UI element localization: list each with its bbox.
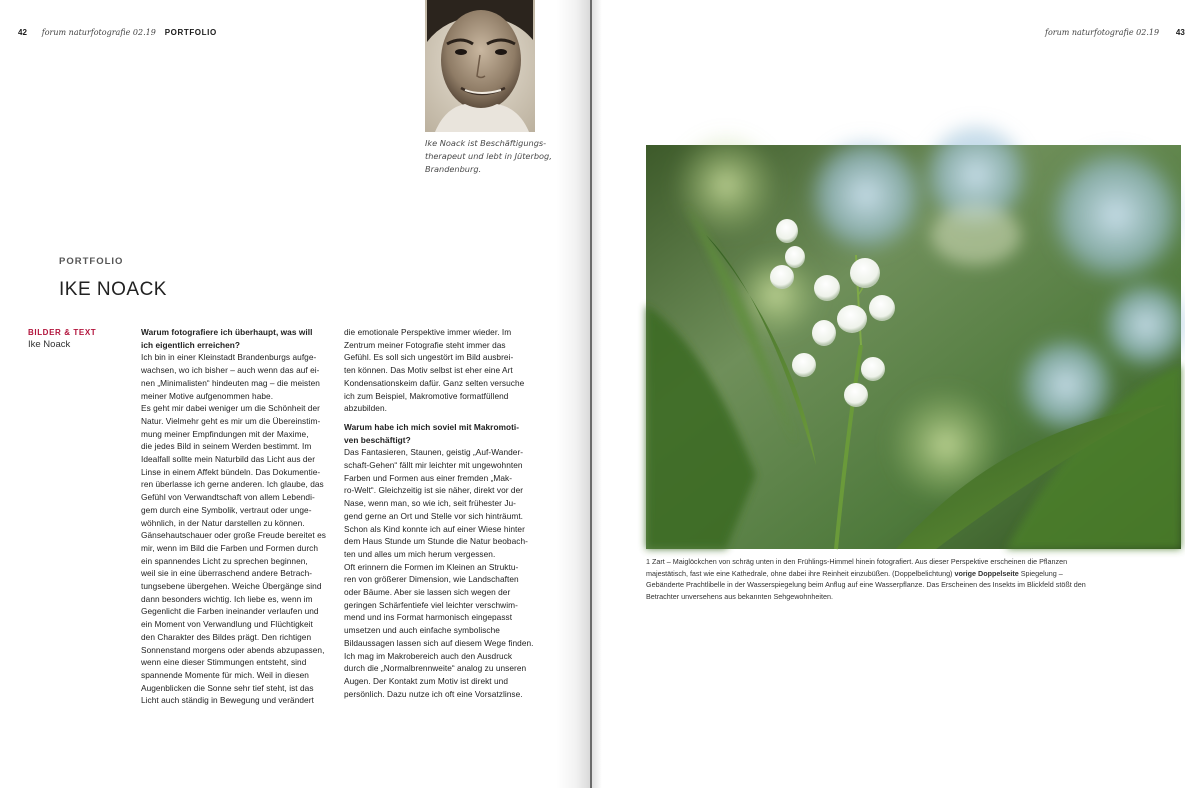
- portrait-caption: Ike Noack ist Beschäftigungs- therapeut und lebt in Jüterbog, Brandenburg.: [425, 138, 552, 174]
- body-paragraph: die emotionale Perspektive immer wieder. Im Zentrum meiner Fotografie steht immer das Gefühl. Es soll sich ungestört im Bild ausbrei- ten können. Das Motiv selbst ist eher eine Art Kondensationskeim dafür. Ganz selten versuche ich zum Beispiel, Makromotive formatfüllend abzubilden.: [344, 327, 525, 414]
- author-title: IKE NOACK: [59, 279, 167, 300]
- left-page: [0, 0, 592, 788]
- left-section-title: PORTFOLIO: [164, 28, 217, 37]
- gutter-shadow: [556, 0, 592, 788]
- section-label: PORTFOLIO: [59, 256, 124, 267]
- photo-image: [646, 145, 1181, 549]
- portrait-image: [425, 0, 535, 132]
- body-paragraph: Das Fantasieren, Staunen, geistig „Auf-Wander- schaft-Gehen“ fällt mir leichter mit ungewohnten Farben und Formen aus einer fremden „Mak- ro-Welt“. Gleichzeitig ist sie näher, direkt vor der Nase, wenn man, so wie ich, seit frühester Ju- gend gerne an Ort und Stelle vor sich hinträumt. Schon als Kind konnte ich auf einer Wiese hinter dem Haus Stunde um Stunde die Natur beobach- ten und alles um mich herum vergessen.: [344, 447, 528, 559]
- right-magazine-title: forum naturfotografie 02.19: [1045, 28, 1160, 37]
- text-column-1: [141, 326, 333, 707]
- question-heading: Warum habe ich mich soviel mit Makromoti- ven beschäftigt?: [344, 421, 520, 445]
- photo-caption: [646, 556, 1126, 602]
- left-running-head: [18, 27, 217, 39]
- caption-bold: vorige Doppelseite: [954, 568, 1019, 578]
- text-column-2: [344, 326, 537, 700]
- credit-label: BILDER & TEXT: [28, 328, 97, 337]
- left-page-number: 42: [18, 28, 27, 37]
- body-paragraph: Es geht mir dabei weniger um die Schönheit der Natur. Vielmehr geht es mir um die Übereinstim- mung meiner Empfindungen mit der Maxime, die jedes Bild in seinem Werden bestimmt. Im Idealfall sollte mein Naturbild das Licht aus der Linse in einem Affekt bündeln. Das Dokumentie- ren überlasse ich gerne anderen. Ich glaube, das Gefühl von Verwandtschaft von allem Lebendi- gem durch eine Symbolik, vertraut oder unge- wöhnlich, in der Natur darstellen zu können. Gänsehautschauer oder große Freude bereitet es mir, wenn im Bild die Farben und Formen durch ein spannendes Licht zu sprechen beginnen, weil sie in eine überraschend andere Betrach- tungsebene übergehen. Weiche Übergänge sind dann besonders wichtig. Ich liebe es, wenn im Gegenlicht die Farben ineinander verlaufen und ein Moment von Verwandlung und Flüchtigkeit den Charakter des Bildes prägt. Den richtigen Sonnenstand morgens oder abends abzupassen, wenn eine dieser Stimmungen entsteht, sind spannende Momente für mich. Weil in diesen Augenblicken die Sonne sehr tief steht, ist das Licht auch ständig in Bewegung und verändert: [141, 403, 326, 706]
- credit-name: Ike Noack: [28, 339, 71, 350]
- author-portrait: [425, 0, 535, 132]
- lily-of-the-valley-photo: [646, 145, 1181, 549]
- right-running-head: [1045, 27, 1185, 39]
- question-heading: Warum fotografiere ich überhaupt, was will ich eigentlich erreichen?: [141, 327, 313, 350]
- caption-text: 1 Zart – Maiglöckchen von schräg unten in den Frühlings-Himmel hinein fotografiert. Aus dieser Perspektive erscheinen die Pflanzen majestätisch, fast wie eine Kathedrale, ohne dabei ihre Reinheit einzubüßen. (Doppelbelichtung): [646, 557, 1068, 578]
- caption-text: Spiegelung – Gebänderte Prachtlibelle in der Wasserspiegelung beim Anflug auf eine Wasserpflanze. Das Erscheinen des Insekts im Blickfeld stößt den Betrachter unversehens aus bekannten Sehgewohnheiten.: [646, 568, 1086, 601]
- gutter-shadow-right: [592, 0, 602, 788]
- body-paragraph: Ich bin in einer Kleinstadt Brandenburgs aufge- wachsen, wo ich bisher – auch wenn das auf ei- nen „Minimalisten“ hindeuten mag – die meisten meiner Motive aufgenommen habe.: [141, 352, 320, 401]
- left-magazine-title: forum naturfotografie 02.19: [41, 28, 156, 37]
- body-paragraph: Oft erinnern die Formen im Kleinen an Struktu- ren von größerer Dimension, wie Landschaften oder Bäume. Aber sie lassen sich wegen der geringen Schärfentiefe viel leichter verschwim- mend und ins Format harmonisch eingepasst umsetzen und auch einfache symbolische Bildaussagen lassen sich auf diesem Wege finden. Ich mag im Makrobereich auch den Ausdruck durch die „Normalbrennweite“ analog zu unseren Augen. Der Kontakt zum Motiv ist direkt und persönlich. Dazu nutze ich oft eine Vorsatzlinse.: [344, 561, 534, 699]
- right-page-number: 43: [1175, 28, 1185, 37]
